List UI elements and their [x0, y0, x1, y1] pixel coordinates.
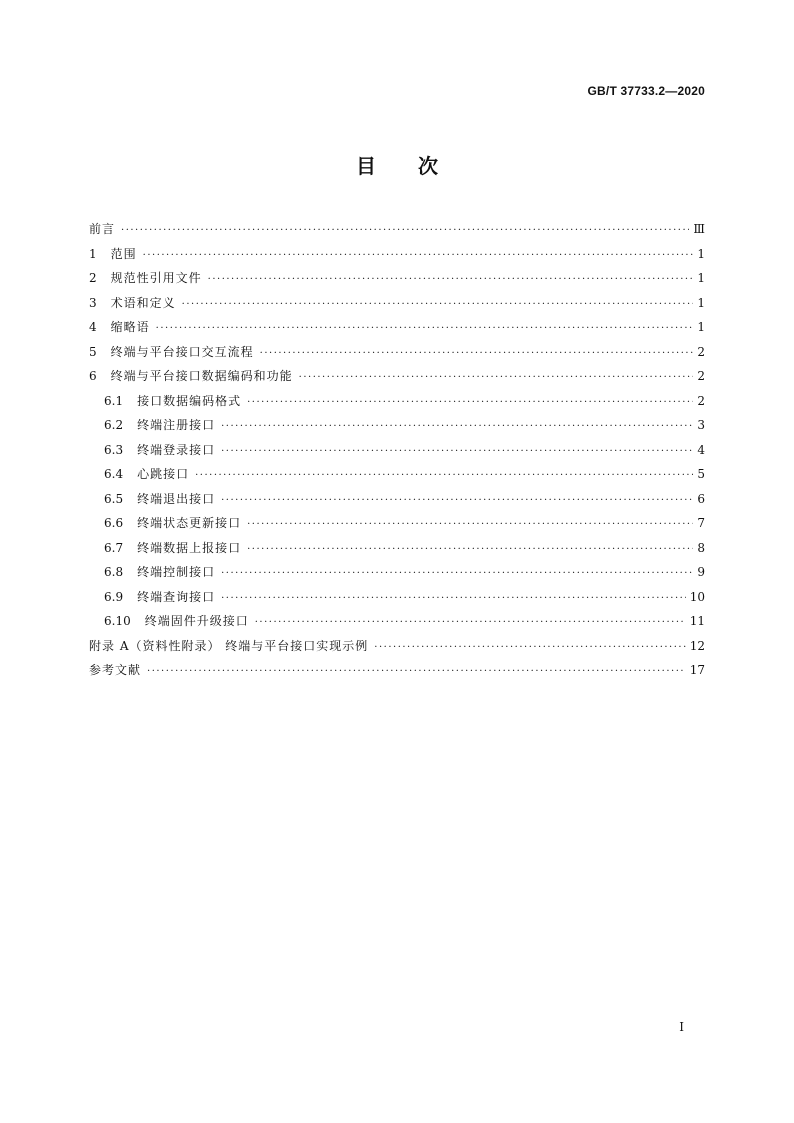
toc-entry[interactable] — [89, 634, 705, 659]
toc-entry-label: 缩略语 — [110, 320, 150, 334]
dot-leader — [221, 440, 693, 465]
toc-entry-label: 终端控制接口 — [137, 565, 216, 579]
toc-entry-label: 终端退出接口 — [137, 491, 216, 506]
toc-entry[interactable] — [89, 340, 705, 365]
toc-entry-label: 术语和定义 — [110, 295, 176, 310]
toc-entry-label: 终端状态更新接口 — [137, 516, 242, 530]
toc-entry-page: 1 — [697, 271, 705, 285]
dot-leader — [221, 489, 693, 514]
dot-leader — [156, 317, 693, 342]
toc-entry-page: 8 — [697, 540, 705, 555]
toc-entry-number: 6.6 — [104, 516, 124, 530]
toc-entry[interactable] — [89, 658, 705, 683]
toc-entry-page: 2 — [697, 393, 705, 408]
toc-entry-page: 2 — [697, 344, 705, 359]
toc-entry[interactable] — [89, 438, 705, 463]
dot-leader — [195, 464, 693, 489]
toc-entry-page: 7 — [697, 516, 705, 530]
toc-entry[interactable] — [89, 266, 705, 291]
toc-entry-page: 1 — [697, 246, 705, 261]
page-number: I — [679, 1020, 684, 1034]
dot-leader — [260, 342, 693, 367]
dot-leader — [182, 293, 693, 318]
toc-entry[interactable] — [89, 585, 705, 610]
toc-entry-number: 4 — [89, 320, 97, 334]
toc-entry-number: 6 — [89, 369, 97, 383]
dot-leader — [247, 513, 693, 538]
toc-entry-label: 终端查询接口 — [137, 589, 216, 604]
toc-entry-page: Ⅲ — [693, 222, 705, 236]
toc-entry-label: 终端与平台接口交互流程 — [110, 344, 254, 359]
toc-entry-number: 3 — [89, 295, 97, 310]
toc-entry-label: 终端固件升级接口 — [144, 614, 249, 628]
toc-entry-label: 规范性引用文件 — [110, 271, 202, 285]
toc-entry-page: 6 — [697, 491, 705, 506]
toc-entry-label: 终端注册接口 — [137, 418, 216, 432]
toc-entry-number: 6.8 — [104, 565, 124, 579]
toc-entry-number: 5 — [89, 344, 97, 359]
toc-entry-label: 前言 — [89, 222, 116, 236]
dot-leader — [247, 538, 693, 563]
toc-entry-number: 6.5 — [104, 491, 124, 506]
toc-entry-number: 2 — [89, 271, 97, 285]
toc-entry-number: 6.4 — [104, 467, 124, 481]
toc-entry-page: 11 — [689, 614, 705, 628]
toc-entry-label: 心跳接口 — [137, 467, 190, 481]
toc-entry-number: 6.7 — [104, 540, 124, 555]
dot-leader — [247, 391, 693, 416]
toc-entry-page: 9 — [697, 565, 705, 579]
standard-number: GB/T 37733.2—2020 — [587, 84, 705, 98]
toc-entry[interactable] — [89, 487, 705, 512]
toc-entry-page: 1 — [697, 320, 705, 334]
toc-entry-number: 1 — [89, 246, 97, 261]
toc-entry-number: 6.10 — [104, 614, 131, 628]
toc-entry[interactable] — [89, 315, 705, 340]
dot-leader — [299, 366, 693, 391]
toc-entry-page: 12 — [689, 638, 705, 653]
toc-entry-page: 5 — [697, 467, 705, 481]
toc-entry[interactable] — [89, 242, 705, 267]
toc-entry-page: 10 — [689, 589, 705, 604]
toc-entry-label: 附录 A（资料性附录） 终端与平台接口实现示例 — [89, 638, 369, 653]
toc-entry[interactable] — [89, 291, 705, 316]
toc-entry-page: 4 — [697, 442, 705, 457]
dot-leader — [221, 415, 693, 440]
toc-entry[interactable] — [89, 389, 705, 414]
toc-entry[interactable] — [89, 462, 705, 487]
toc-entry-label: 终端登录接口 — [137, 442, 216, 457]
toc-entry[interactable] — [89, 217, 705, 242]
toc-entry-number: 6.1 — [104, 393, 124, 408]
dot-leader — [255, 611, 686, 636]
toc-entry-page: 1 — [697, 295, 705, 310]
toc-entry-number: 6.2 — [104, 418, 124, 432]
toc-entry-label: 参考文献 — [89, 663, 142, 677]
toc-entry[interactable] — [89, 511, 705, 536]
table-of-contents — [89, 217, 705, 683]
dot-leader — [143, 244, 693, 269]
toc-entry[interactable] — [89, 364, 705, 389]
toc-entry-page: 17 — [689, 663, 705, 677]
toc-entry[interactable] — [89, 609, 705, 634]
dot-leader — [147, 660, 686, 685]
toc-entry[interactable] — [89, 560, 705, 585]
dot-leader — [221, 587, 686, 612]
dot-leader — [374, 636, 685, 661]
toc-entry-page: 2 — [697, 369, 705, 383]
dot-leader — [221, 562, 693, 587]
toc-entry-label: 终端与平台接口数据编码和功能 — [110, 369, 293, 383]
toc-entry-label: 范围 — [110, 246, 137, 261]
page-title: 目次 — [356, 154, 480, 178]
toc-entry-label: 接口数据编码格式 — [137, 393, 242, 408]
toc-entry-number: 6.3 — [104, 442, 124, 457]
dot-leader — [208, 268, 693, 293]
dot-leader — [121, 219, 689, 244]
toc-entry-label: 终端数据上报接口 — [137, 540, 242, 555]
toc-entry-page: 3 — [697, 418, 705, 432]
toc-entry[interactable] — [89, 413, 705, 438]
toc-entry[interactable] — [89, 536, 705, 561]
toc-entry-number: 6.9 — [104, 589, 124, 604]
